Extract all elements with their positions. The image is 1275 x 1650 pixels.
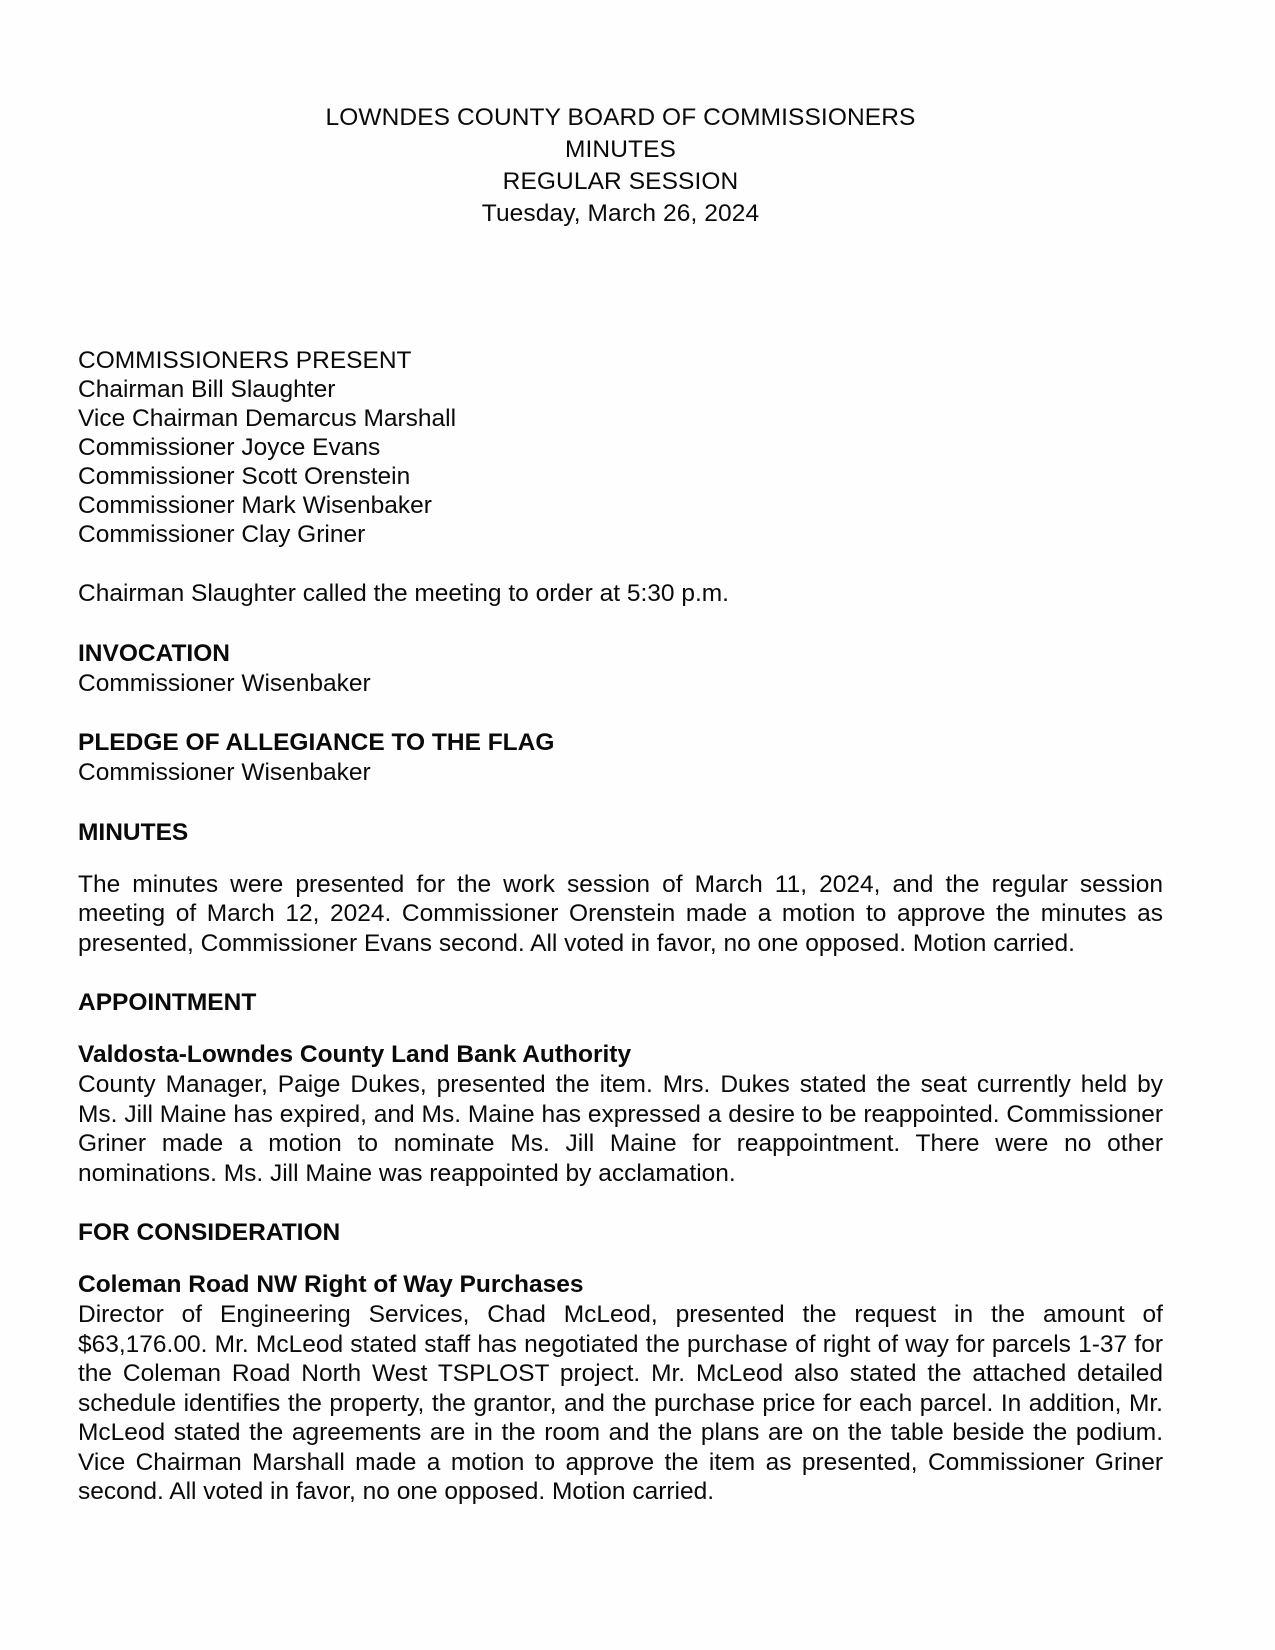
for-consideration-section — [78, 1218, 1163, 1507]
commissioner-row-orenstein: Commissioner Scott Orenstein — [78, 463, 411, 490]
appointment-heading: APPOINTMENT — [78, 989, 257, 1016]
commissioners-present-block — [78, 346, 1163, 549]
header-line-document-type: MINUTES — [565, 136, 676, 163]
commissioners-present-title: COMMISSIONERS PRESENT — [78, 347, 412, 374]
commissioner-row-chairman: Chairman Bill Slaughter — [78, 376, 336, 403]
call-invocation-gap — [78, 609, 1163, 639]
coleman-road-title: Coleman Road NW Right of Way Purchases — [78, 1271, 584, 1298]
invocation-pledge-gap — [78, 698, 1163, 728]
minutes-body: The minutes were presented for the work session of March 11, 2024, and the regular session meeting of March 12, 2024. Commissioner Orenstein made a motion to approve the minutes as presented, Commissioner Evans second. All voted in favor, no one opposed. Motion carried. — [78, 870, 1163, 957]
appointment-consideration-gap — [78, 1188, 1163, 1218]
minutes-section — [78, 818, 1163, 959]
commissioner-row-evans: Commissioner Joyce Evans — [78, 434, 381, 461]
document-header — [78, 96, 1163, 230]
land-bank-authority-body: County Manager, Paige Dukes, presented the item. Mrs. Dukes stated the seat currently held by Ms. Jill Maine has expired, and Ms. Maine has expressed a desire to be reappointed. Commissioner Griner made a motion to nominate Ms. Jill Maine for reappointment. There were no other nominations. Ms. Jill Maine was reappointed by acclamation. — [78, 1071, 1163, 1187]
header-line-organization: LOWNDES COUNTY BOARD OF COMMISSIONERS — [325, 104, 916, 131]
invocation-section — [78, 639, 1163, 699]
pledge-heading: PLEDGE OF ALLEGIANCE TO THE FLAG — [78, 729, 555, 756]
commissioner-row-wisenbaker: Commissioner Mark Wisenbaker — [78, 492, 432, 519]
invocation-body: Commissioner Wisenbaker — [78, 669, 371, 697]
commissioner-row-vice-chairman: Vice Chairman Demarcus Marshall — [78, 405, 457, 432]
pledge-body: Commissioner Wisenbaker — [78, 759, 371, 786]
call-to-order-text: Chairman Slaughter called the meeting to order at 5:30 p.m. — [78, 580, 729, 607]
pledge-minutes-gap — [78, 788, 1163, 818]
commissioner-row-griner: Commissioner Clay Griner — [78, 521, 366, 548]
for-consideration-heading: FOR CONSIDERATION — [78, 1219, 341, 1246]
coleman-road-body: Director of Engineering Services, Chad McLeod, presented the request in the amount of $63,176.00. Mr. McLeod stated staff has negotiated the purchase of right of way for parcels 1-37 for the Coleman Road North West TSPLOST project. Mr. McLeod also stated the attached detailed schedule identifies the property, the grantor, and the purchase price for each parcel. In addition, Mr. McLeod stated the agreements are in the room and the plans are on the table beside the podium. Vice Chairman Marshall made a motion to approve the item as presented, Commissioner Griner second. All voted in favor, no one opposed. Motion carried. — [78, 1301, 1163, 1505]
invocation-heading: INVOCATION — [78, 639, 230, 667]
minutes-heading: MINUTES — [78, 818, 189, 846]
header-line-date: Tuesday, March 26, 2024 — [481, 200, 760, 227]
minutes-heading-gap — [78, 848, 1163, 870]
minutes-appointment-gap — [78, 958, 1163, 988]
pledge-section — [78, 728, 1163, 788]
roster-call-gap — [78, 549, 1163, 579]
appointment-heading-gap — [78, 1018, 1163, 1040]
for-consideration-heading-gap — [78, 1248, 1163, 1270]
header-line-session-type: REGULAR SESSION — [502, 168, 739, 195]
header-body-gap — [78, 230, 1163, 346]
land-bank-authority-title: Valdosta-Lowndes County Land Bank Authority — [78, 1041, 632, 1068]
appointment-section — [78, 988, 1163, 1188]
